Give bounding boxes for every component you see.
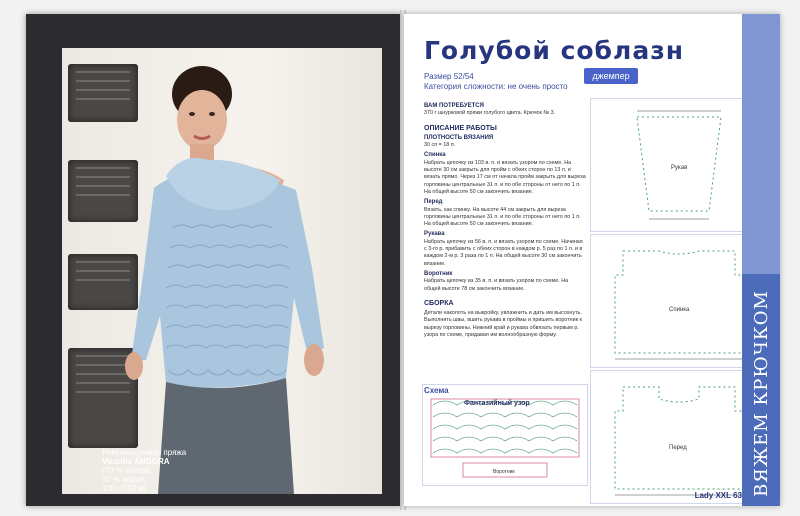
instructions-column bbox=[424, 100, 586, 339]
page-title: Голубой соблазн bbox=[424, 36, 684, 65]
assembly-text: Детали наколоть на выкройку, увлажнить и дать им высохнуть. Выполнить швы, вшить рукава в проймы и пришить воротник к вырезу горловины. Нижний край и рукава обвязать первым р. узора по схеме, придавая им волнообразную форму. bbox=[424, 310, 582, 339]
back-text: Набрать цепочку из 103 в. п. и вязать узором по схеме. На высоте 30 см закрыть для пройм с обеих сторон по 13 п. и вязать прямо. Через 17 см от начала пройм закрыть для выреза горловины центральные 31 п. и по обе стороны от него по 1 п. На общей высоте 50 см закончить вязание. bbox=[424, 159, 586, 195]
scheme-pattern-title: Фантазийный узор bbox=[464, 400, 530, 407]
caption-line: 30 % акрил, bbox=[102, 475, 147, 484]
side-section-label: ВЯЖЕМ КРЮЧКОМ bbox=[750, 289, 772, 497]
page-footer: Lady XXL 63 bbox=[694, 491, 742, 500]
materials-text: 370 г шнурковой пряжи голубого цвета. Крючок № 3. bbox=[424, 110, 556, 117]
work-heading: ОПИСАНИЕ РАБОТЫ bbox=[424, 124, 497, 132]
model-figure bbox=[62, 48, 382, 494]
caption-line: Vizantia ANGORA bbox=[102, 457, 170, 466]
density-text: 30 сп = 18 п. bbox=[424, 142, 456, 149]
collar-heading: Воротник bbox=[424, 270, 453, 277]
right-page bbox=[404, 14, 780, 506]
yarn-caption bbox=[102, 448, 222, 493]
back-pattern-shape bbox=[591, 235, 767, 367]
assembly-heading: СБОРКА bbox=[424, 299, 454, 307]
caption-line: (70 % ангора, bbox=[102, 466, 153, 475]
difficulty-label: Категория сложности: не очень просто bbox=[424, 82, 568, 91]
sleeve-pattern-shape bbox=[591, 99, 767, 231]
sleeve-text: Набрать цепочку из 56 в. п. и вязать узором по схеме. Начиная с 3-го р. прибавить с обеих сторон в каждом р. 5 раз по 1 п. и в каждом 2-м р. 3 раза по 1 п. На общей высоте 30 см закончить вязание. bbox=[424, 238, 583, 267]
back-diagram-label: Спинка bbox=[669, 307, 690, 313]
back-heading: Спинка bbox=[424, 152, 446, 159]
front-diagram-label: Перед bbox=[669, 445, 687, 451]
caption-line: Рекомендуемая пряжа bbox=[102, 448, 187, 457]
sleeve-heading: Рукава bbox=[424, 231, 445, 238]
scheme-title: Схема bbox=[424, 386, 449, 395]
front-pattern-shape bbox=[591, 371, 767, 503]
materials-heading: ВАМ ПОТРЕБУЕТСЯ bbox=[424, 103, 484, 109]
side-strip-band bbox=[742, 14, 780, 274]
model-photo bbox=[62, 48, 382, 494]
pattern-meta bbox=[424, 72, 568, 92]
density-heading: ПЛОТНОСТЬ ВЯЗАНИЯ bbox=[424, 134, 494, 141]
size-label: Размер 52/54 bbox=[424, 72, 474, 81]
front-text: Вязать, как спинку. На высоте 44 см закрыть для выреза горловины центральные 31 п. и по обе стороны от него по 1 п. На общей высоте 50 см закончить вязание. bbox=[424, 206, 581, 228]
caption-line: 100 г/550 м) bbox=[102, 484, 147, 493]
left-page bbox=[26, 14, 402, 506]
collar-text: Набрать цепочку из 35 в. п. и вязать узором по схеме. На общей высоте 78 см закончить вязание. bbox=[424, 278, 569, 292]
sleeve-diagram-label: Рукав bbox=[671, 165, 688, 171]
collar-scheme-label: Воротник bbox=[493, 469, 515, 475]
front-heading: Перед bbox=[424, 199, 443, 206]
garment-badge: джемпер bbox=[584, 68, 638, 84]
